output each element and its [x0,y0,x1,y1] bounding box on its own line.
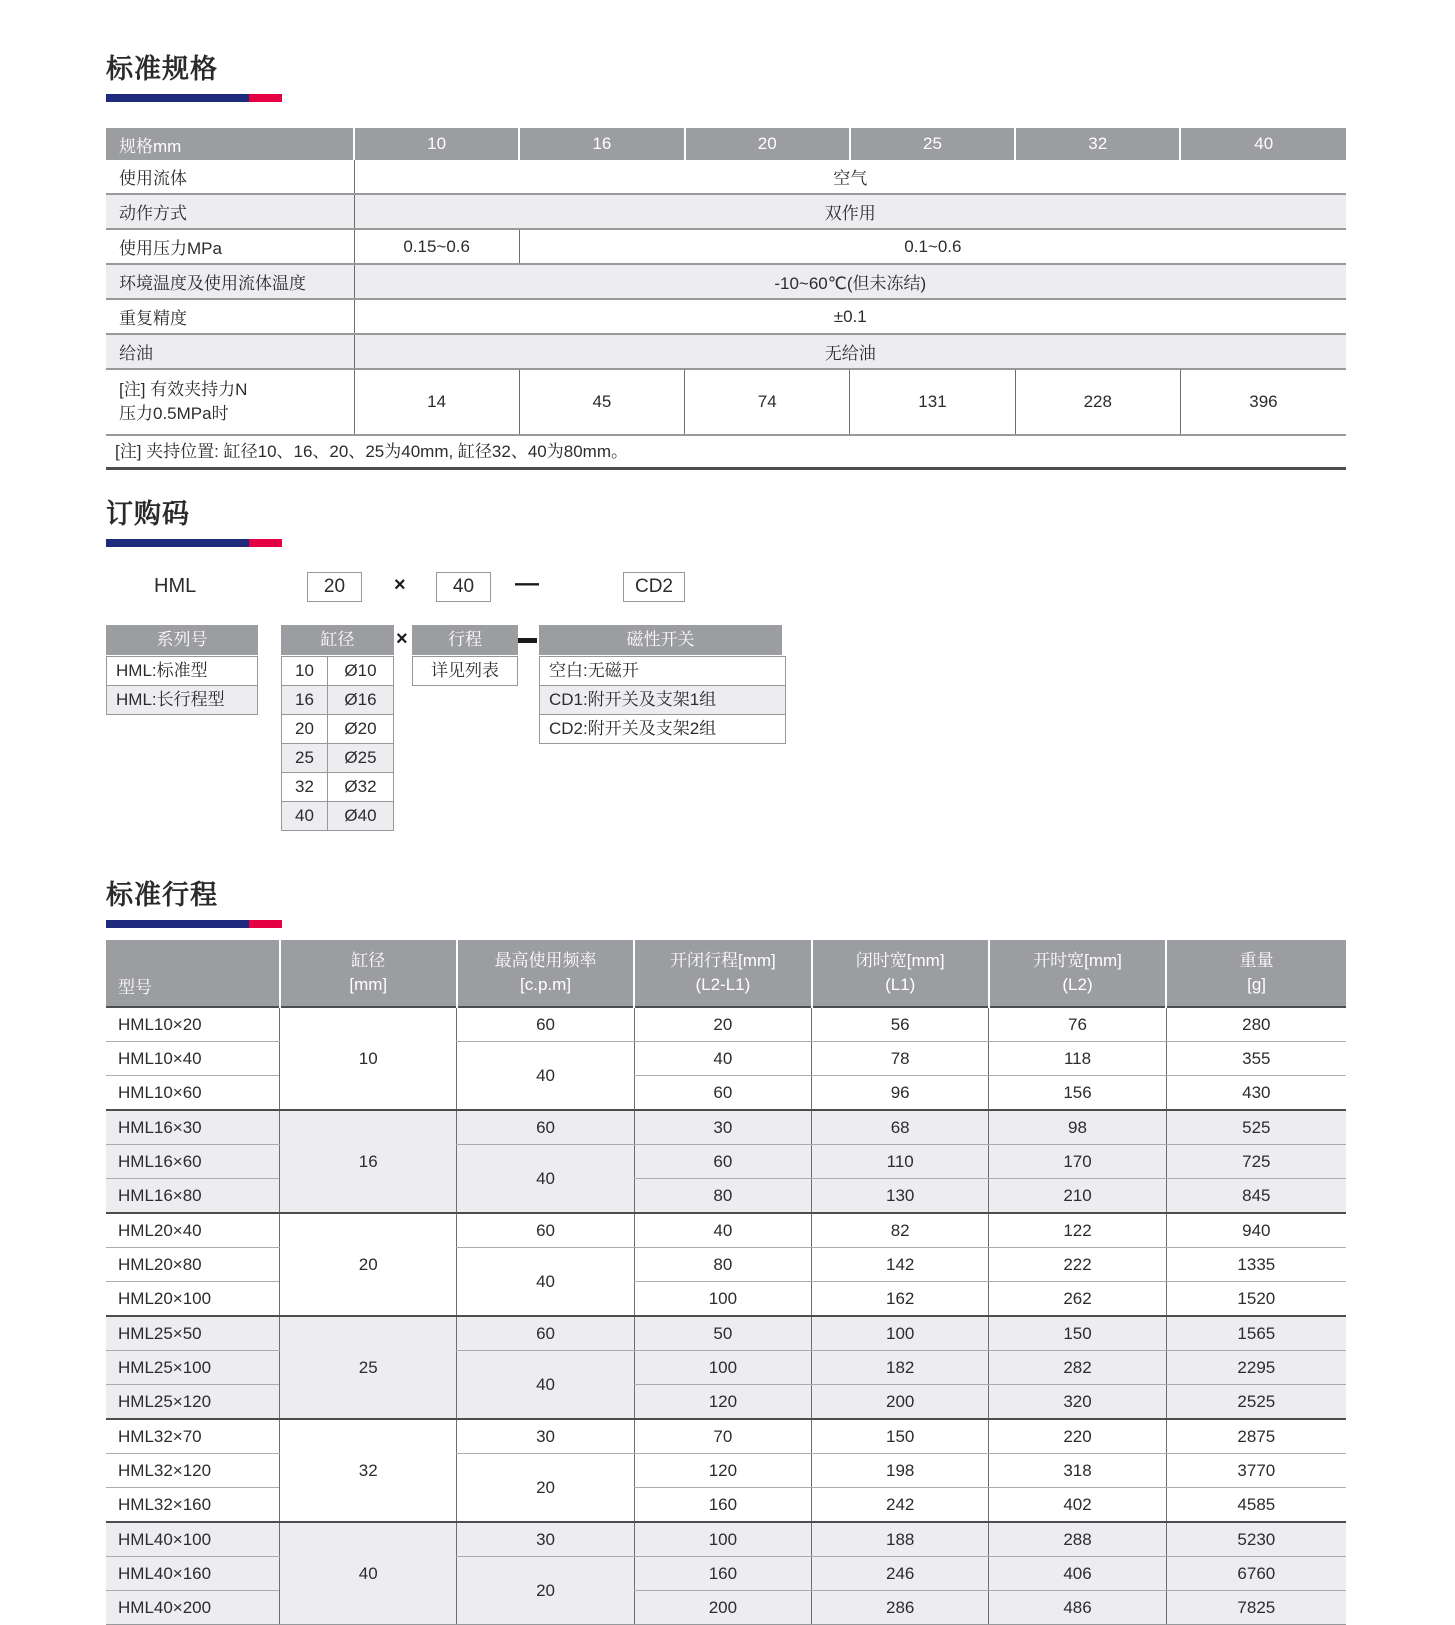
model-cell: HML16×30 [106,1110,280,1145]
weight-cell: 7825 [1166,1591,1346,1625]
bore-diameter-value: Ø32 [344,777,377,796]
bore-size-value: 10 [282,657,328,685]
spec-footnote: [注] 夹持位置: 缸径10、16、20、25为40mm, 缸径32、40为80mm。 [106,436,1346,470]
spec-value-cell: -10~60℃(但未冻结) [354,264,1346,299]
spec-value-cell: 无给油 [354,334,1346,369]
stroke-cell: 160 [634,1557,811,1591]
header-line: 型号 [118,978,152,997]
underline-red-segment [249,539,282,547]
spec-label-line: [注] 有效夹持力N [119,380,248,399]
l2-cell: 288 [989,1522,1166,1557]
stroke-cell: 120 [634,1385,811,1420]
model-cell: HML25×100 [106,1351,280,1385]
series-header-bar: 系列号 [106,625,258,655]
bore-size-value: 16 [282,686,328,714]
dash-connector [518,638,537,643]
stroke-option-list [412,656,518,686]
l1-cell: 200 [812,1385,989,1420]
header-line: [g] [1247,975,1267,994]
header-line: 开闭行程[mm] [669,951,776,970]
l2-cell: 320 [989,1385,1166,1420]
spec-table [106,128,1346,436]
l2-cell: 170 [989,1145,1166,1179]
stroke-row [106,1522,1346,1557]
header-line: (L2-L1) [695,975,751,994]
l2-cell: 406 [989,1557,1166,1591]
spec-label-cell: 环境温度及使用流体温度 [119,274,306,293]
stroke-cell: 20 [634,1007,811,1042]
order-bore-box: 20 [307,572,362,602]
stroke-cell: 60 [634,1145,811,1179]
spec-header-row [106,128,1346,160]
dash-symbol: — [515,570,539,597]
l1-cell: 56 [812,1007,989,1042]
stroke-cell: 100 [634,1522,811,1557]
spec-header-cell: 16 [519,128,684,160]
stroke-cell: 80 [634,1248,811,1282]
underline-blue-segment [106,920,249,928]
section-title-stroke: 标准行程 [106,880,218,910]
weight-cell: 355 [1166,1042,1346,1076]
spec-value-cell: 0.1~0.6 [519,229,1346,264]
stroke-cell: 200 [634,1591,811,1625]
l1-cell: 78 [812,1042,989,1076]
bore-cell: 16 [280,1110,457,1213]
underline-red-segment [249,94,282,102]
spec-header-cell: 40 [1180,128,1346,160]
spec-row [106,229,1346,264]
series-option-list [106,656,258,715]
l2-cell: 156 [989,1076,1166,1111]
spec-value-cell: 双作用 [354,194,1346,229]
spec-value-cell: 45 [519,369,684,435]
standard-stroke-section [106,878,1346,1625]
weight-cell: 525 [1166,1110,1346,1145]
weight-cell: 1520 [1166,1282,1346,1317]
stroke-cell: 80 [634,1179,811,1214]
l1-cell: 82 [812,1213,989,1248]
bore-size-value: 20 [282,715,328,743]
spec-label-cell: 给油 [119,344,153,363]
order-series-label: HML [154,575,197,597]
spec-label-cell: 使用压力MPa [119,239,222,258]
spec-value-cell: 空气 [354,160,1346,194]
bore-diameter-value: Ø20 [344,719,377,738]
l1-cell: 182 [812,1351,989,1385]
bore-size-value: 40 [282,802,328,830]
stroke-cell: 50 [634,1316,811,1351]
bore-cell: 40 [280,1522,457,1625]
l2-cell: 220 [989,1419,1166,1454]
freq-cell: 30 [457,1419,634,1454]
header-line: (L1) [885,975,916,994]
stroke-header-cell [634,940,811,1007]
spec-header-cell: 规格mm [106,128,354,160]
header-line: 开时宽[mm] [1033,951,1122,970]
weight-cell: 940 [1166,1213,1346,1248]
model-cell: HML40×160 [106,1557,280,1591]
l2-cell: 318 [989,1454,1166,1488]
standard-specs-section [106,52,1346,470]
model-cell: HML10×20 [106,1007,280,1042]
l1-cell: 142 [812,1248,989,1282]
bore-diameter-value: Ø16 [344,690,377,709]
l2-cell: 98 [989,1110,1166,1145]
l1-cell: 110 [812,1145,989,1179]
spec-value-cell: 131 [850,369,1015,435]
stroke-cell: 100 [634,1282,811,1317]
spec-label-cell [106,369,354,435]
l1-cell: 162 [812,1282,989,1317]
switch-header-bar: 磁性开关 [539,625,782,655]
underline-red-segment [249,920,282,928]
stroke-row [106,1007,1346,1042]
switch-option: CD1:附开关及支架1组 [539,685,786,715]
stroke-row [106,1110,1346,1145]
freq-cell: 60 [457,1213,634,1248]
bore-diameter-value: Ø10 [344,661,377,680]
spec-header-cell: 20 [685,128,850,160]
spec-header-cell: 32 [1015,128,1180,160]
spec-value-cell: 0.15~0.6 [354,229,519,264]
spec-row [106,264,1346,299]
bore-header-bar: 缸径 [281,625,394,655]
switch-option-list [539,656,786,744]
title-underline [106,94,282,102]
spec-row [106,194,1346,229]
bore-option [281,801,394,831]
switch-option: 空白:无磁开 [539,656,786,686]
bore-size-value: 32 [282,773,328,801]
l2-cell: 486 [989,1591,1166,1625]
l1-cell: 188 [812,1522,989,1557]
model-cell: HML32×160 [106,1488,280,1523]
spec-label-cell: 动作方式 [119,204,187,223]
stroke-header-cell [1166,940,1346,1007]
stroke-cell: 40 [634,1042,811,1076]
order-stroke-box: 40 [436,572,491,602]
model-cell: HML10×40 [106,1042,280,1076]
multiply-symbol: × [394,574,406,596]
l2-cell: 210 [989,1179,1166,1214]
bore-option [281,743,394,773]
bore-cell: 25 [280,1316,457,1419]
order-code-section [106,497,1346,840]
model-cell: HML40×100 [106,1522,280,1557]
header-line: (L2) [1062,975,1093,994]
l1-cell: 130 [812,1179,989,1214]
freq-cell: 40 [457,1351,634,1420]
l1-cell: 96 [812,1076,989,1111]
section-title-order: 订购码 [106,499,190,529]
spec-row [106,160,1346,194]
bore-cell: 10 [280,1007,457,1110]
weight-cell: 4585 [1166,1488,1346,1523]
freq-cell: 40 [457,1042,634,1111]
spec-value-cell: 14 [354,369,519,435]
weight-cell: 1565 [1166,1316,1346,1351]
spec-value-cell: 396 [1180,369,1346,435]
l1-cell: 100 [812,1316,989,1351]
l2-cell: 262 [989,1282,1166,1317]
freq-cell: 60 [457,1316,634,1351]
spec-row [106,369,1346,435]
model-cell: HML20×100 [106,1282,280,1317]
stroke-header-cell [812,940,989,1007]
bore-diameter-value: Ø25 [344,748,377,767]
l1-cell: 286 [812,1591,989,1625]
weight-cell: 5230 [1166,1522,1346,1557]
weight-cell: 725 [1166,1145,1346,1179]
freq-cell: 20 [457,1557,634,1625]
header-line: 闭时宽[mm] [855,951,945,970]
stroke-row [106,1213,1346,1248]
freq-cell: 40 [457,1248,634,1317]
bore-option [281,772,394,802]
weight-cell: 2525 [1166,1385,1346,1420]
stroke-cell: 100 [634,1351,811,1385]
bore-diameter-value: Ø40 [344,806,377,825]
l1-cell: 150 [812,1419,989,1454]
section-title-specs: 标准规格 [106,54,218,84]
spec-row [106,299,1346,334]
l2-cell: 122 [989,1213,1166,1248]
stroke-row [106,1419,1346,1454]
freq-cell: 20 [457,1454,634,1523]
stroke-cell: 40 [634,1213,811,1248]
weight-cell: 430 [1166,1076,1346,1111]
weight-cell: 1335 [1166,1248,1346,1282]
l1-cell: 68 [812,1110,989,1145]
stroke-option: 详见列表 [412,656,518,686]
spec-value-cell: 74 [685,369,850,435]
stroke-cell: 60 [634,1076,811,1111]
bore-size-value: 25 [282,744,328,772]
l2-cell: 282 [989,1351,1166,1385]
freq-cell: 60 [457,1110,634,1145]
bore-cell: 32 [280,1419,457,1522]
order-switch-box: CD2 [623,572,685,602]
l2-cell: 118 [989,1042,1166,1076]
underline-blue-segment [106,94,249,102]
l2-cell: 76 [989,1007,1166,1042]
model-cell: HML25×50 [106,1316,280,1351]
stroke-header-row [106,940,1346,1007]
stroke-table [106,940,1346,1625]
model-cell: HML32×120 [106,1454,280,1488]
bore-option [281,714,394,744]
weight-cell: 6760 [1166,1557,1346,1591]
stroke-cell: 120 [634,1454,811,1488]
stroke-row [106,1316,1346,1351]
series-option: HML:长行程型 [106,685,258,715]
l2-cell: 150 [989,1316,1166,1351]
spec-value-cell: 228 [1015,369,1180,435]
bore-option-list [281,656,394,831]
weight-cell: 280 [1166,1007,1346,1042]
bore-cell: 20 [280,1213,457,1316]
spec-label-line: 压力0.5MPa时 [119,404,229,423]
freq-cell: 60 [457,1007,634,1042]
underline-blue-segment [106,539,249,547]
title-underline [106,539,282,547]
stroke-cell: 160 [634,1488,811,1523]
model-cell: HML20×80 [106,1248,280,1282]
spec-row [106,334,1346,369]
header-line: 缸径 [351,951,386,970]
series-option: HML:标准型 [106,656,258,686]
model-cell: HML25×120 [106,1385,280,1420]
header-line: [c.p.m] [520,975,572,994]
l1-cell: 246 [812,1557,989,1591]
spec-header-cell: 25 [850,128,1015,160]
freq-cell: 40 [457,1145,634,1214]
model-cell: HML16×60 [106,1145,280,1179]
multiply-connector: × [396,628,408,650]
header-line: 最高使用频率 [494,951,597,970]
header-line: [mm] [349,975,388,994]
spec-label-cell: 重复精度 [119,309,187,328]
l2-cell: 222 [989,1248,1166,1282]
spec-header-cell: 10 [354,128,519,160]
weight-cell: 3770 [1166,1454,1346,1488]
weight-cell: 845 [1166,1179,1346,1214]
model-cell: HML40×200 [106,1591,280,1625]
l2-cell: 402 [989,1488,1166,1523]
model-cell: HML32×70 [106,1419,280,1454]
stroke-header-bar: 行程 [412,625,518,655]
l1-cell: 198 [812,1454,989,1488]
model-cell: HML10×60 [106,1076,280,1111]
spec-label-cell: 使用流体 [119,169,187,188]
model-cell: HML20×40 [106,1213,280,1248]
header-line: 重量 [1239,951,1274,970]
l1-cell: 242 [812,1488,989,1523]
stroke-header-cell [280,940,457,1007]
stroke-header-cell [457,940,634,1007]
stroke-header-cell [989,940,1166,1007]
spec-value-cell: ±0.1 [354,299,1346,334]
weight-cell: 2875 [1166,1419,1346,1454]
stroke-header-cell [106,940,280,1007]
stroke-cell: 30 [634,1110,811,1145]
model-cell: HML16×80 [106,1179,280,1214]
freq-cell: 30 [457,1522,634,1557]
bore-option [281,656,394,686]
order-code-diagram [106,572,1346,840]
bore-option [281,685,394,715]
title-underline [106,920,282,928]
weight-cell: 2295 [1166,1351,1346,1385]
stroke-cell: 70 [634,1419,811,1454]
switch-option: CD2:附开关及支架2组 [539,714,786,744]
